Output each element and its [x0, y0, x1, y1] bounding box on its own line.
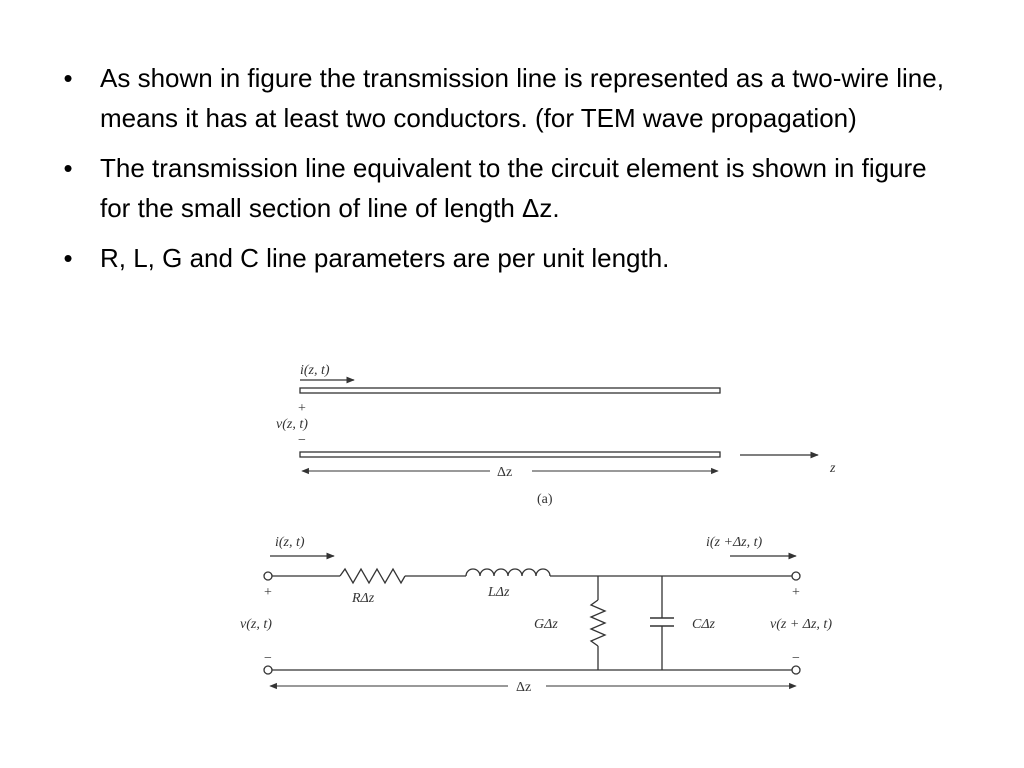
bullet-marker: • — [63, 153, 73, 183]
current-label-a: i(z, t) — [300, 363, 330, 378]
right-bottom-terminal — [792, 666, 800, 674]
minus-right: − — [792, 651, 800, 666]
conductance-label: GΔz — [534, 617, 558, 632]
length-label-a: Δz — [497, 465, 513, 480]
minus-left: − — [264, 651, 272, 666]
plus-left: + — [264, 585, 272, 600]
top-conductor — [300, 388, 720, 393]
minus-sign-a: − — [298, 433, 306, 448]
current-out-label: i(z +Δz, t) — [706, 535, 763, 550]
left-top-terminal — [264, 572, 272, 580]
voltage-label-a: v(z, t) — [276, 417, 308, 432]
right-top-terminal — [792, 572, 800, 580]
current-in-label: i(z, t) — [275, 535, 305, 550]
series-resistor — [340, 569, 405, 583]
inductor-label: LΔz — [488, 585, 510, 600]
z-axis-label: z — [830, 461, 836, 476]
figure-b — [240, 535, 832, 695]
left-bottom-terminal — [264, 666, 272, 674]
bullet-text-3: R, L, G and C line parameters are per unit length. — [100, 243, 670, 273]
figure-a-caption: (a) — [537, 492, 553, 507]
resistor-label: RΔz — [352, 591, 375, 606]
plus-sign-a: + — [298, 401, 306, 416]
series-inductor — [466, 569, 550, 576]
bottom-conductor — [300, 452, 720, 457]
bullet-marker: • — [63, 243, 73, 273]
capacitor-label: CΔz — [692, 617, 716, 632]
figure-a — [276, 363, 836, 507]
bullet-text-1: As shown in figure the transmission line is represented as a two-wire line, means it has at least two conductors. (for TEM wave propagation) — [100, 63, 944, 133]
voltage-out-label: v(z + Δz, t) — [770, 617, 832, 632]
plus-right: + — [792, 585, 800, 600]
length-label-b: Δz — [516, 680, 532, 695]
bullet-text-2: The transmission line equivalent to the circuit element is shown in figure for the small section of line of length Δz. — [100, 153, 927, 223]
bullet-marker: • — [63, 63, 73, 93]
shunt-conductance — [591, 600, 605, 646]
voltage-in-label: v(z, t) — [240, 617, 272, 632]
